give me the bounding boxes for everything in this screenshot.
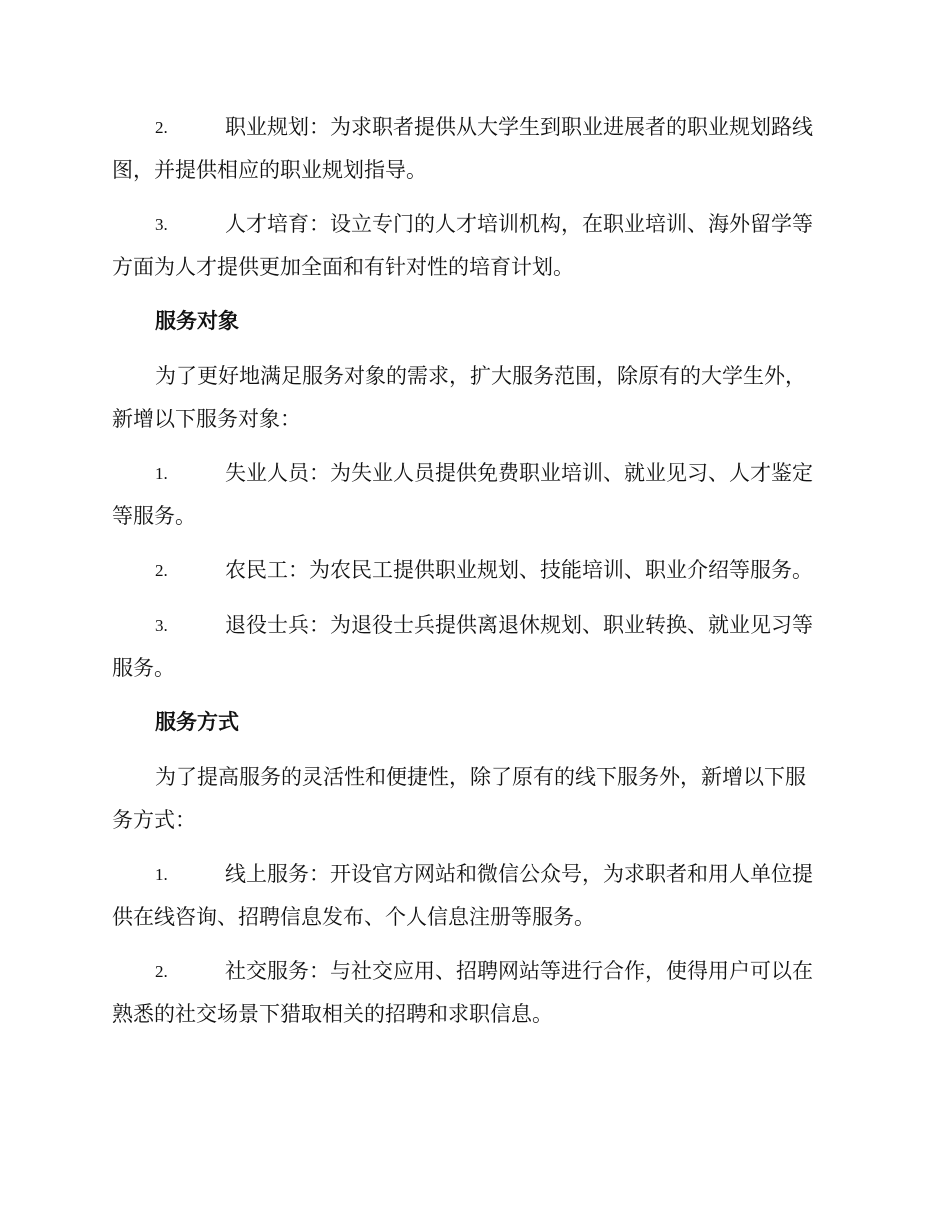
paragraph-line: 方面为人才提供更加全面和有针对性的培育计划。	[112, 255, 574, 279]
paragraph-line: 退役士兵：为退役士兵提供离退休规划、职业转换、就业见习等	[225, 613, 813, 637]
list-number: 1.	[155, 865, 168, 884]
paragraph-line: 等服务。	[112, 504, 196, 528]
paragraph-line: 失业人员：为失业人员提供免费职业培训、就业见习、人才鉴定	[225, 461, 813, 485]
paragraph-line: 图，并提供相应的职业规划指导。	[112, 158, 427, 182]
paragraph-line: 为了提高服务的灵活性和便捷性，除了原有的线下服务外，新增以下服	[155, 765, 806, 789]
list-number: 1.	[155, 464, 168, 483]
paragraph-line: 熟悉的社交场景下猎取相关的招聘和求职信息。	[112, 1002, 553, 1026]
paragraph-line: 供在线咨询、招聘信息发布、个人信息注册等服务。	[112, 905, 595, 929]
list-number: 3.	[155, 215, 168, 234]
paragraph-line: 线上服务：开设官方网站和微信公众号，为求职者和用人单位提	[225, 862, 813, 886]
section-heading: 服务方式	[155, 709, 239, 734]
paragraph-line: 为了更好地满足服务对象的需求，扩大服务范围，除原有的大学生外，	[155, 364, 806, 388]
list-number: 2.	[155, 561, 168, 580]
list-number: 2.	[155, 118, 168, 137]
paragraph-line: 农民工：为农民工提供职业规划、技能培训、职业介绍等服务。	[225, 558, 813, 582]
paragraph-line: 服务。	[112, 656, 175, 680]
list-number: 3.	[155, 616, 168, 635]
paragraph-line: 新增以下服务对象：	[112, 407, 301, 431]
paragraph-line: 人才培育：设立专门的人才培训机构，在职业培训、海外留学等	[225, 212, 813, 236]
paragraph-line: 务方式：	[112, 808, 196, 832]
paragraph-line: 社交服务：与社交应用、招聘网站等进行合作，使得用户可以在	[225, 959, 813, 983]
section-heading: 服务对象	[155, 308, 239, 333]
paragraph-line: 职业规划：为求职者提供从大学生到职业进展者的职业规划路线	[225, 115, 813, 139]
list-number: 2.	[155, 962, 168, 981]
